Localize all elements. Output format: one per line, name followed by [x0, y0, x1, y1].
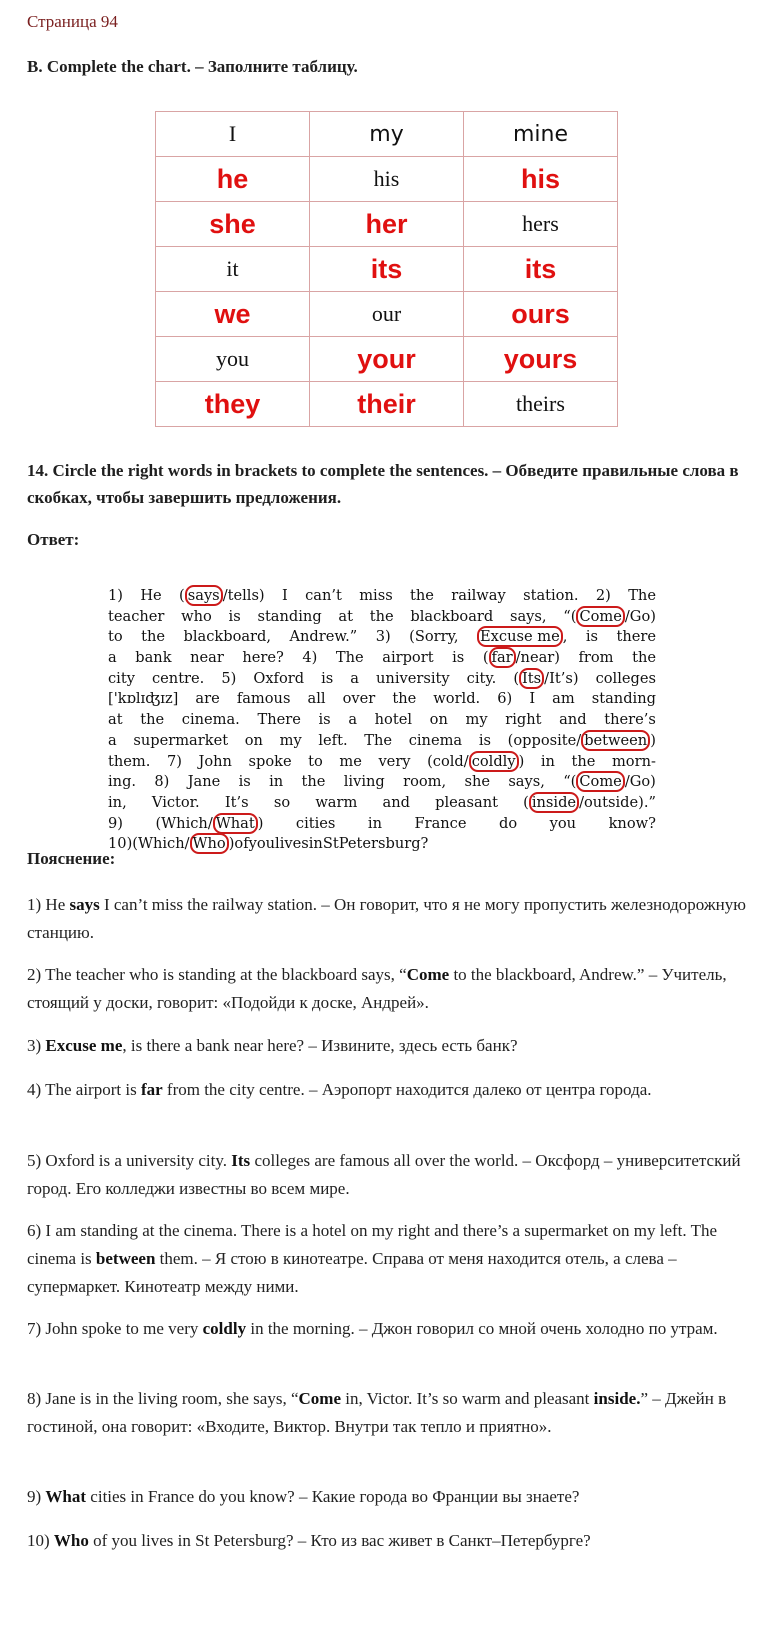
explanation-item: 9) What cities in France do you know? – Какие города во Франции вы знаете? [27, 1487, 580, 1506]
scan-line: at the cinema. There is a hotel on my right and there’s [108, 711, 656, 729]
circled-answer: Come [576, 606, 624, 627]
explanation-item: 7) John spoke to me very coldly in the morning. – Джон говорил со мной очень холодно по утрам. [27, 1319, 718, 1338]
scan-line: a supermarket on my left. The cinema is (opposite/ between ) [108, 731, 656, 749]
circled-answer: far [489, 647, 516, 668]
explanation-item: 8) Jane is in the living room, she says, “Come in, Victor. It’s so warm and pleasant inside.” – Джейн в гостиной, она говорит: «Входите, Виктор. Внутри так тепло и приятно». [27, 1389, 727, 1436]
scan-line: 9) (Which/ What ) cities in France do you know? [108, 814, 656, 832]
circled-answer: between [581, 730, 650, 751]
chart-cell: I [156, 112, 310, 157]
chart-cell: it [156, 247, 310, 292]
scan-line: to the blackboard, Andrew.” 3) (Sorry, Excuse me , is there [108, 628, 656, 646]
chart-cell: mine [464, 112, 618, 157]
circled-answer: says [185, 585, 223, 606]
chart-cell: our [310, 292, 464, 337]
chart-cell: hers [464, 202, 618, 247]
chart-cell: you [156, 337, 310, 382]
chart-cell-answer: its [464, 247, 618, 292]
explanation-item: 5) Oxford is a university city. Its colleges are famous all over the world. – Оксфорд – университетский город. Его колледжи известны во всем мире. [27, 1151, 741, 1198]
answer-scan [108, 586, 656, 855]
explanation-item: 3) Excuse me, is there a bank near here? – Извините, здесь есть банк? [27, 1036, 518, 1055]
circled-answer: What [213, 813, 258, 834]
section-b-heading: B. Complete the chart. – Заполните таблицу. [27, 57, 358, 76]
chart-row [156, 247, 618, 292]
scan-line: in, Victor. It’s so warm and pleasant ( inside /outside).” [108, 793, 656, 811]
scan-line: 1) He ( says /tells) I can’t miss the railway station. 2) The [108, 587, 656, 604]
chart-row [156, 292, 618, 337]
chart-cell-answer: her [310, 202, 464, 247]
chart-cell-answer: he [156, 157, 310, 202]
chart-cell: theirs [464, 382, 618, 427]
chart-row [156, 202, 618, 247]
scan-line: a bank near here? 4) The airport is ( far /near) from the [108, 649, 656, 667]
explanation-item: 4) The airport is far from the city centre. – Аэропорт находится далеко от центра города. [27, 1080, 652, 1099]
chart-cell-answer: she [156, 202, 310, 247]
chart-cell-answer: we [156, 292, 310, 337]
chart-cell-answer: ours [464, 292, 618, 337]
circled-answer: coldly [469, 751, 519, 772]
circled-answer: Excuse me [477, 626, 563, 647]
explanation-item: 2) The teacher who is standing at the blackboard says, “Come to the blackboard, Andrew.” – Учитель, стоящий у доски, говорит: «Подойди к доске, Андрей». [27, 965, 727, 1012]
chart-cell-answer: its [310, 247, 464, 292]
scan-line: 10) (Which/ Who ) of you lives in St Petersburg? [108, 835, 429, 853]
chart-cell-answer: their [310, 382, 464, 427]
answer-label: Ответ: [27, 530, 80, 549]
chart-cell: his [310, 157, 464, 202]
circled-answer: inside [529, 792, 579, 813]
explanation-item: 10) Who of you lives in St Petersburg? – Кто из вас живет в Санкт–Петербурге? [27, 1531, 591, 1550]
scan-line: city centre. 5) Oxford is a university city. ( Its /It’s) colleges [108, 669, 656, 687]
chart-cell-answer: your [310, 337, 464, 382]
chart-cell-answer: his [464, 157, 618, 202]
explanation-item: 6) I am standing at the cinema. There is a hotel on my right and there’s a supermarket on my left. The cinema is between them. – Я стою в кинотеатре. Справа от меня находится отель, а слева – супермаркет. Кинотеатр между ними. [27, 1221, 718, 1296]
chart-cell: my [310, 112, 464, 157]
explanation-item: 1) He says I can’t miss the railway station. – Он говорит, что я не могу пропустить железнодорожную станцию. [27, 895, 746, 942]
chart-cell-answer: they [156, 382, 310, 427]
exercise-14-heading: 14. Circle the right words in brackets to complete the sentences. – Обведите правильные слова в скобках, чтобы завершить предложения. [27, 461, 739, 507]
chart-row [156, 157, 618, 202]
circled-answer: Who [190, 833, 229, 854]
scan-line: teacher who is standing at the blackboard says, “( Come /Go) [108, 607, 656, 625]
page-number: Страница 94 [27, 12, 118, 31]
scan-line: them. 7) John spoke to me very (cold/ coldly ) in the morn- [108, 752, 656, 770]
pronoun-chart [155, 111, 618, 427]
circled-answer: Its [519, 668, 544, 689]
scan-line: ['kɒlɪʤɪz] are famous all over the world. 6) I am standing [108, 690, 656, 708]
chart-cell-answer: yours [464, 337, 618, 382]
circled-answer: Come [576, 771, 624, 792]
explanation-heading: Пояснение: [27, 849, 116, 868]
chart-row [156, 337, 618, 382]
chart-row [156, 382, 618, 427]
scan-line: ing. 8) Jane is in the living room, she says, “( Come /Go) [108, 773, 656, 791]
chart-row [156, 112, 618, 157]
